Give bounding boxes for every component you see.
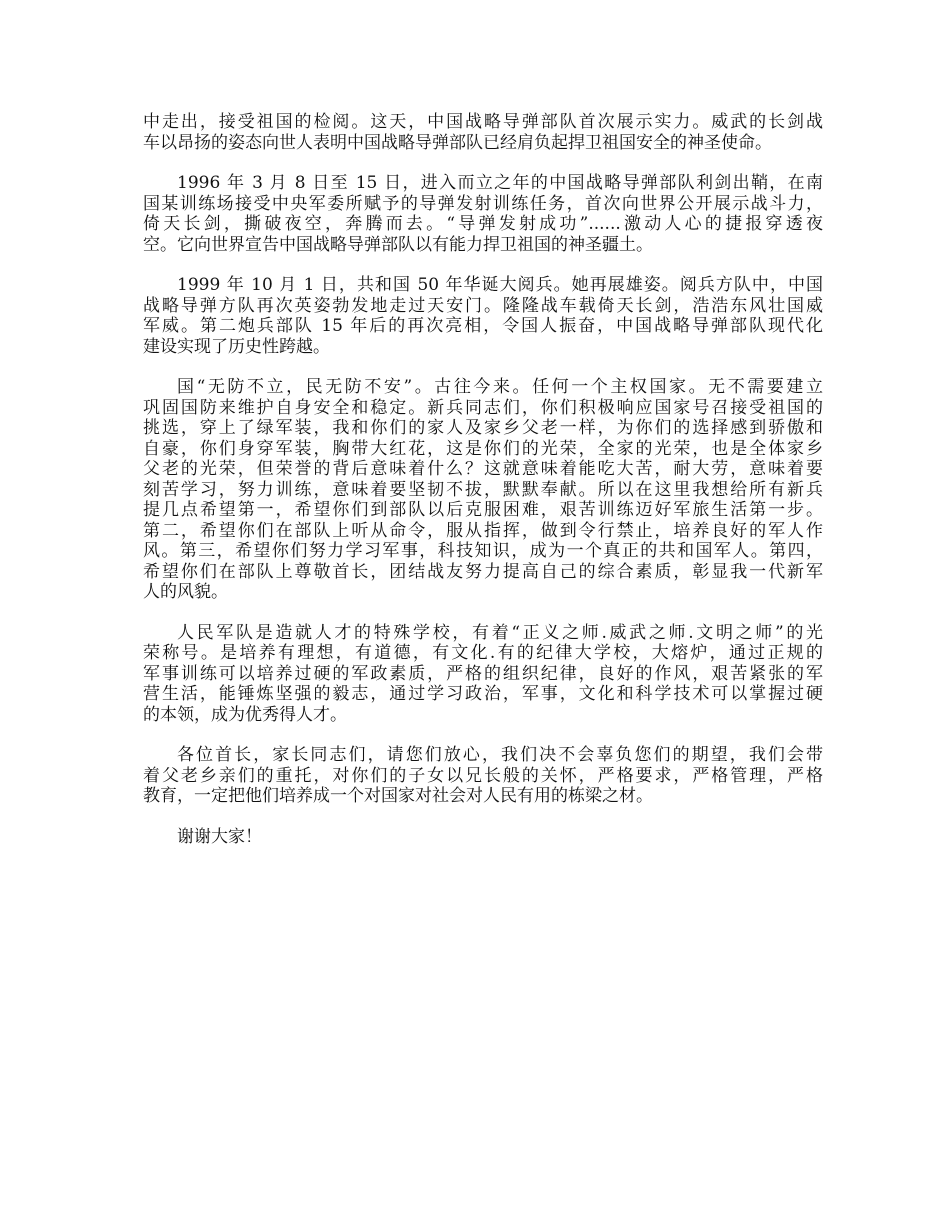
text-line: 巩固国防来维护自身安全和稳定。新兵同志们，你们积极响应国家号召接受祖国的 (143, 397, 823, 418)
text-line: 挑选，穿上了绿军装，我和你们的家人及家乡父老一样，为你们的选择感到骄傲和 (143, 418, 823, 438)
text-line: 倚天长剑，撕破夜空，奔腾而去。“导弹发射成功”......激动人心的捷报穿透夜 (143, 214, 823, 234)
text-line: 国“无防不立，民无防不安”。古往今来。任何一个主权国家。无不需要建立 (177, 377, 823, 397)
text-line: 刻苦学习，努力训练，意味着要坚韧不拔，默默奉献。所以在这里我想给所有新兵 (143, 479, 823, 500)
text-line: 第二，希望你们在部队上听从命令，服从指挥，做到令行禁止，培养良好的军人作 (143, 520, 823, 541)
paragraph (143, 377, 823, 603)
text-line: 1999 年 10 月 1 日，共和国 50 年华诞大阅兵。她再展雄姿。阅兵方队中，中国 (177, 275, 823, 295)
text-line: 各位首长，家长同志们，请您们放心，我们决不会辜负您们的期望，我们会带 (177, 745, 823, 765)
text-line: 军事训练可以培养过硬的军政素质，严格的组织纪律，良好的作风，艰苦紧张的军 (143, 663, 823, 684)
text-line: 1996 年 3 月 8 日至 15 日，进入而立之年的中国战略导弹部队利剑出鞘，在南 (177, 173, 823, 193)
text-line: 荣称号。是培养有理想，有道德，有文化.有的纪律大学校，大熔炉，通过正规的 (143, 643, 823, 663)
paragraph (143, 275, 823, 357)
text-line: 教育，一定把他们培养成一个对国家对社会对人民有用的栋梁之材。 (143, 786, 653, 806)
paragraph (143, 112, 823, 153)
text-line: 希望你们在部队上尊敬首长，团结战友努力提高自己的综合素质，彰显我一代新军 (143, 561, 823, 582)
text-line: 提几点希望第一，希望你们到部队以后克服困难，艰苦训练迈好军旅生活第一步。 (143, 500, 823, 520)
text-line: 中走出，接受祖国的检阅。这天，中国战略导弹部队首次展示实力。威武的长剑战 (143, 112, 823, 132)
text-line: 国某训练场接受中央军委所赋予的导弹发射训练任务，首次向世界公开展示战斗力， (143, 193, 823, 214)
text-line: 车以昂扬的姿态向世人表明中国战略导弹部队已经肩负起捍卫祖国安全的神圣使命。 (143, 132, 772, 153)
text-line: 人的风貌。 (143, 582, 228, 602)
text-line: 的本领，成为优秀得人才。 (143, 704, 347, 725)
text-line: 建设实现了历史性跨越。 (143, 336, 330, 357)
text-line: 空。它向世界宣告中国战略导弹部队以有能力捍卫祖国的神圣疆土。 (143, 234, 653, 255)
paragraph (143, 173, 823, 255)
text-line: 父老的光荣，但荣誉的背后意味着什么？这就意味着能吃大苦，耐大劳，意味着要 (143, 459, 823, 479)
document-body (143, 112, 823, 867)
text-line: 谢谢大家！ (177, 826, 262, 847)
text-line: 着父老乡亲们的重托，对你们的子女以兄长般的关怀，严格要求，严格管理，严格 (143, 765, 823, 786)
text-line: 风。第三，希望你们努力学习军事，科技知识，成为一个真正的共和国军人。第四， (143, 541, 823, 561)
text-line: 战略导弹方队再次英姿勃发地走过天安门。隆隆战车载倚天长剑，浩浩东风壮国威 (143, 295, 823, 316)
text-line: 军威。第二炮兵部队 15 年后的再次亮相，令国人振奋，中国战略导弹部队现代化 (143, 316, 823, 336)
paragraph (143, 827, 823, 848)
text-line: 人民军队是造就人才的特殊学校，有着“正义之师.威武之师.文明之师”的光 (177, 622, 823, 643)
paragraph (143, 623, 823, 726)
paragraph (143, 745, 823, 807)
text-line: 营生活，能锤炼坚强的毅志，通过学习政治，军事，文化和科学技术可以掌握过硬 (143, 684, 823, 704)
text-line: 自豪，你们身穿军装，胸带大红花，这是你们的光荣，全家的光荣，也是全体家乡 (143, 438, 823, 459)
